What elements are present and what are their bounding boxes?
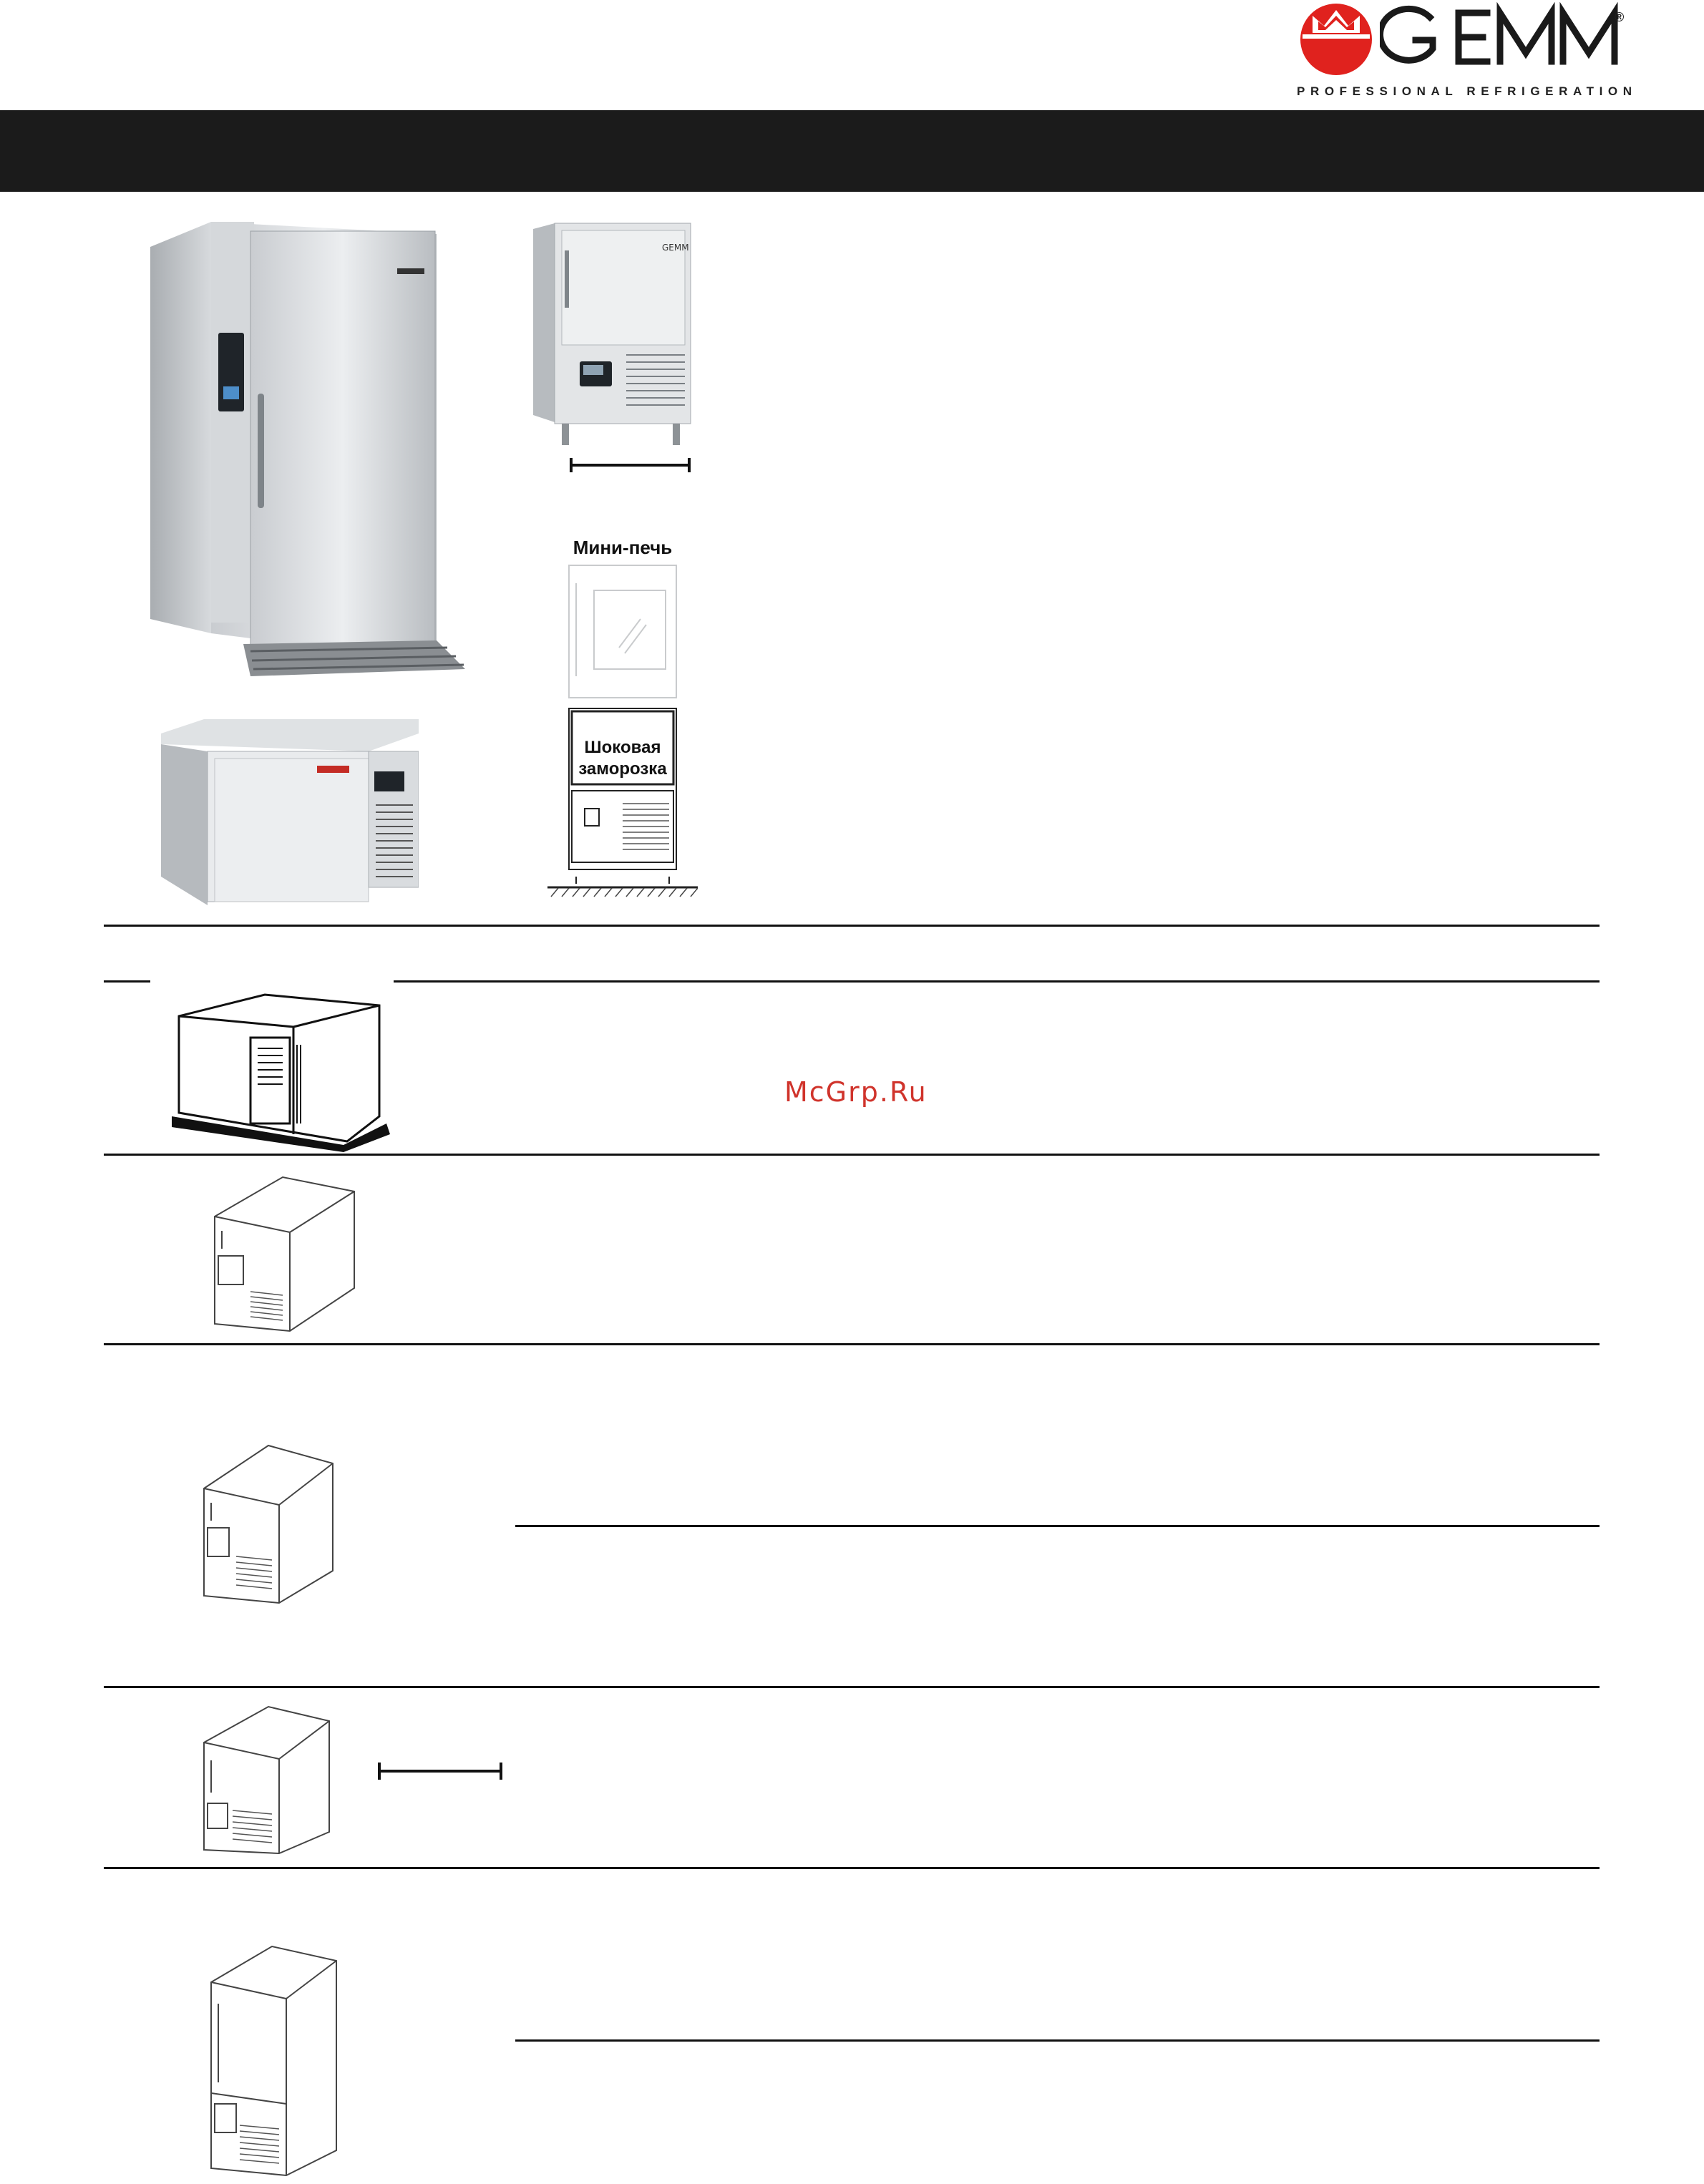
- brand-tagline: PROFESSIONAL REFRIGERATION: [1297, 84, 1637, 98]
- watermark: McGrp.Ru: [784, 1076, 928, 1108]
- undercounter-blast-chiller-photo: [526, 222, 698, 479]
- model-drawing-3-trays: [211, 1174, 361, 1338]
- model-drawing-10-trays: [204, 1943, 347, 2179]
- registered-mark: ®: [1615, 10, 1625, 24]
- divider-8: [515, 2039, 1600, 2042]
- model-drawing-5-trays-b: [200, 1703, 336, 1861]
- model-drawing-countertop: [150, 980, 394, 1152]
- oven-caption: Мини-печь: [573, 537, 673, 558]
- freezer-caption-line2: заморозка: [578, 759, 667, 779]
- width-dimension-bar: [376, 1757, 505, 1785]
- roll-in-blast-chiller-photo: [143, 218, 472, 676]
- model-drawing-5-trays-a: [200, 1442, 344, 1614]
- divider-5: [515, 1525, 1600, 1527]
- divider-4: [104, 1343, 1600, 1345]
- header-bar: [0, 110, 1704, 192]
- stacked-oven-freezer-illustration: [547, 562, 698, 898]
- freezer-caption-line1: Шоковая: [584, 738, 661, 757]
- brand-wordmark: [1380, 1, 1623, 73]
- divider-6: [104, 1686, 1600, 1688]
- divider-3: [104, 1154, 1600, 1156]
- divider-7: [104, 1867, 1600, 1869]
- divider-1: [104, 925, 1600, 927]
- countertop-blast-chiller-photo: [154, 716, 419, 909]
- gemm-logo-icon: [1297, 0, 1376, 79]
- svg-text:GEMM: GEMM: [662, 243, 689, 253]
